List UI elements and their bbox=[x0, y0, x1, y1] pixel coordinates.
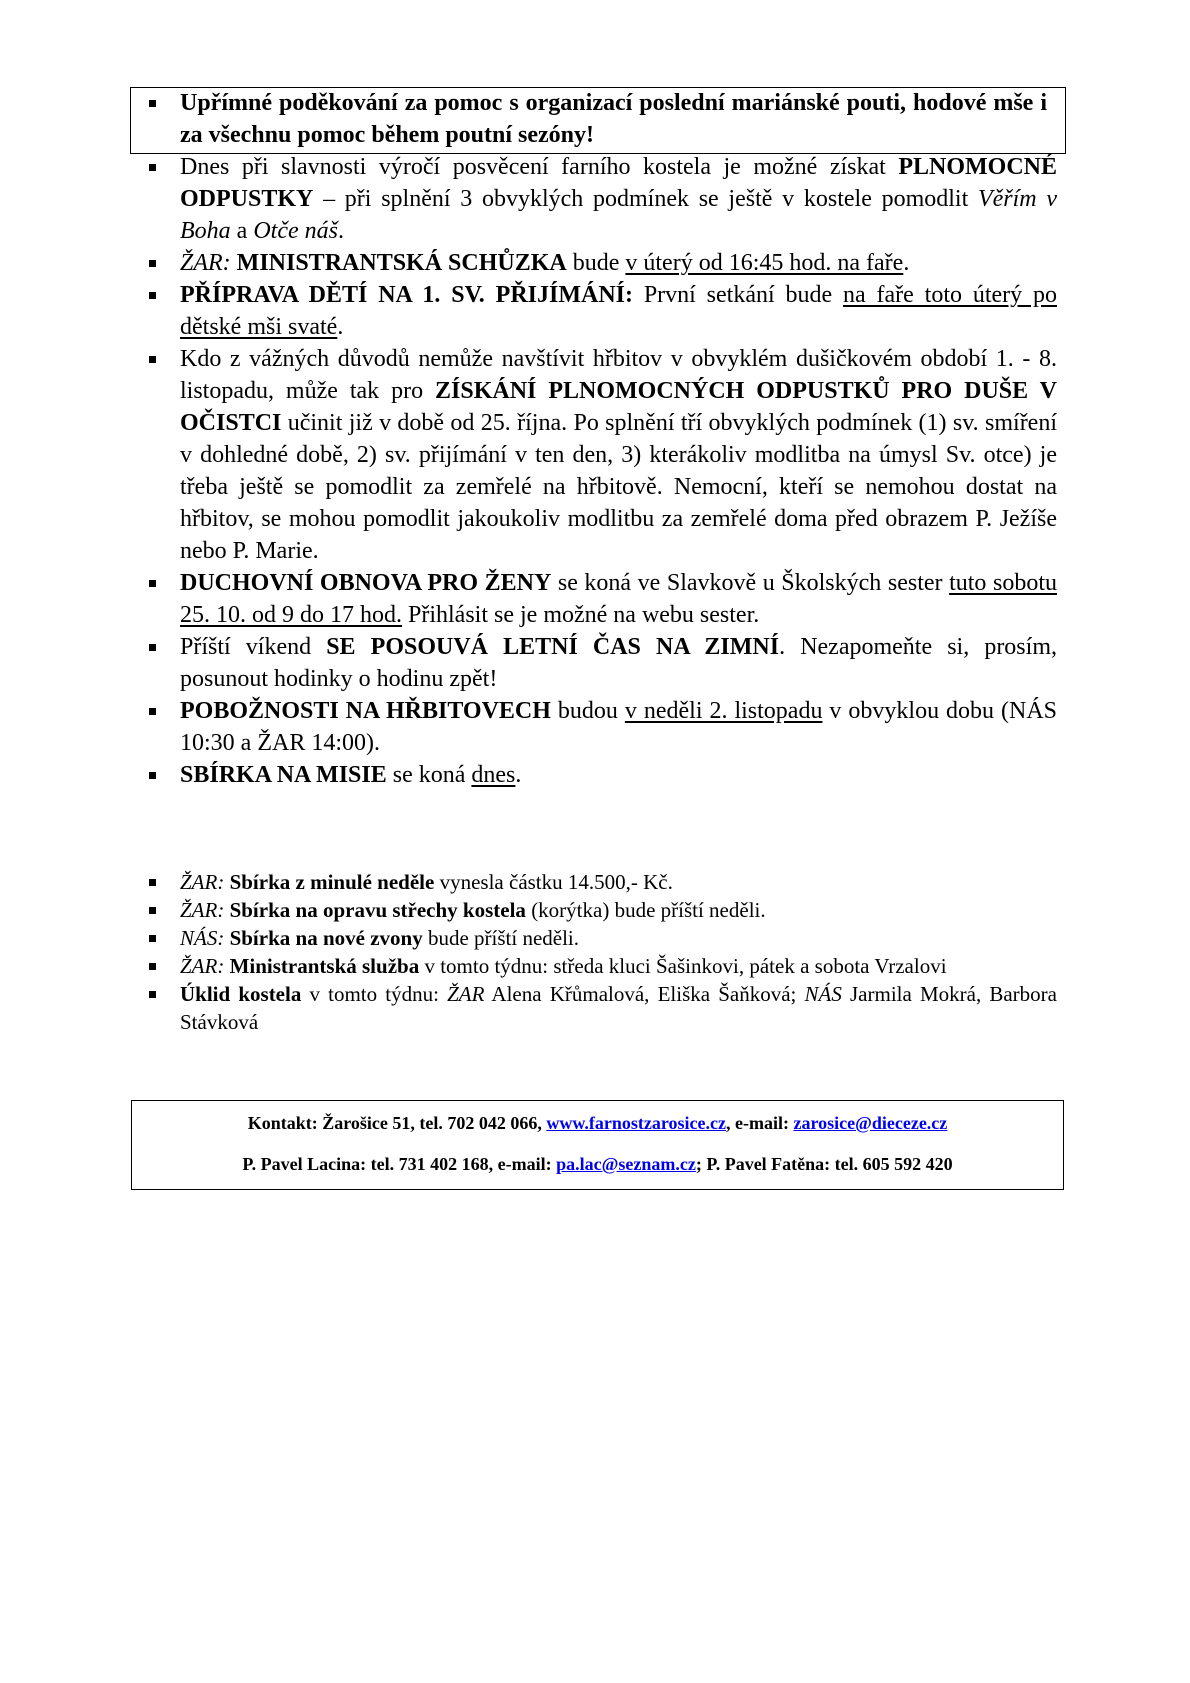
contact-email-label: , e-mail: bbox=[725, 1113, 794, 1133]
contact-address: Kontakt: Žarošice 51, tel. 702 042 066, bbox=[247, 1113, 547, 1133]
text-segment: a bbox=[230, 218, 254, 244]
contact-line-parish bbox=[132, 1113, 1063, 1134]
text-segment: SBÍRKA NA MISIE bbox=[180, 762, 387, 788]
square-bullet-icon bbox=[149, 907, 156, 914]
square-bullet-icon bbox=[149, 580, 156, 587]
announcement-item bbox=[140, 151, 1057, 247]
square-bullet-icon bbox=[149, 708, 156, 715]
announcement-text bbox=[180, 154, 1057, 244]
notice-item bbox=[140, 868, 1057, 896]
text-segment: MINISTRANTSKÁ SCHŮZKA bbox=[236, 250, 567, 276]
text-segment: Dnes při slavnosti výročí posvěcení farního kostela je možné získat bbox=[180, 154, 899, 180]
text-segment: bude bbox=[566, 250, 626, 276]
text-segment: ŽAR: bbox=[180, 250, 231, 276]
text-segment: budou bbox=[550, 698, 625, 724]
notice-text bbox=[180, 954, 947, 978]
square-bullet-icon bbox=[149, 292, 156, 299]
square-bullet-icon bbox=[149, 935, 156, 942]
announcement-item bbox=[140, 567, 1057, 631]
text-segment: Ministrantská služba bbox=[229, 954, 420, 978]
text-segment: Kdo z vážných důvodů nemůže navštívit hřbitov v obvyklém dušičkovém období 1. - 8. listopadu, může tak pro bbox=[180, 346, 1057, 404]
contact-box bbox=[131, 1100, 1064, 1190]
text-segment: ŽAR: bbox=[180, 870, 225, 894]
text-segment: Úklid kostela bbox=[180, 982, 302, 1006]
notice-text bbox=[180, 870, 673, 894]
text-segment: v obvyklou dobu (NÁS 10:30 a ŽAR 14:00). bbox=[180, 698, 1058, 756]
text-segment: . bbox=[515, 762, 522, 788]
text-segment: se koná bbox=[386, 762, 472, 788]
text-segment: ŽAR: bbox=[180, 954, 225, 978]
text-segment: ŽAR: bbox=[180, 898, 225, 922]
announcement-text bbox=[180, 570, 1057, 628]
notices-list bbox=[140, 868, 1057, 1036]
priest-email-link[interactable]: pa.lac@seznam.cz bbox=[556, 1154, 696, 1174]
announcement-text bbox=[180, 634, 1057, 692]
parish-email-link[interactable]: zarosice@dieceze.cz bbox=[793, 1113, 948, 1133]
text-segment: – při splnění 3 obvyklých podmínek se ještě v kostele pomodlit bbox=[313, 186, 978, 212]
text-segment: DUCHOVNÍ OBNOVA PRO ŽENY bbox=[180, 570, 552, 596]
text-segment: Přihlásit se je možné na webu sester. bbox=[402, 602, 760, 628]
announcement-item bbox=[140, 695, 1057, 759]
square-bullet-icon bbox=[149, 963, 156, 970]
text-segment: na faře toto úterý po dětské mši svaté bbox=[180, 282, 1057, 340]
square-bullet-icon bbox=[149, 260, 156, 267]
announcement-text bbox=[180, 250, 909, 276]
text-segment: PŘÍPRAVA DĚTÍ NA 1. SV. PŘIJÍMÁNÍ: bbox=[180, 282, 633, 308]
text-segment: ŽAR bbox=[447, 982, 485, 1006]
notice-item bbox=[140, 980, 1057, 1036]
text-segment: Sbírka na opravu střechy kostela bbox=[229, 898, 526, 922]
announcement-item bbox=[140, 631, 1057, 695]
text-segment: NÁS bbox=[804, 982, 842, 1006]
text-segment: Upřímné poděkování za pomoc s organizací poslední mariánské pouti, hodové mše i za všechnu pomoc během poutní sezóny! bbox=[180, 90, 1047, 148]
contact-line-priests bbox=[132, 1154, 1063, 1175]
text-segment: PLNOMOCNÉ ODPUSTKY bbox=[180, 154, 1057, 212]
text-segment: tuto sobotu 25. 10. od 9 do 17 hod. bbox=[180, 570, 1057, 628]
notice-text bbox=[180, 982, 1057, 1034]
announcement-item bbox=[129, 87, 1057, 151]
text-segment: v úterý od 16:45 hod. na faře bbox=[625, 250, 904, 276]
square-bullet-icon bbox=[149, 879, 156, 886]
text-segment: První setkání bude bbox=[632, 282, 844, 308]
notice-text bbox=[180, 898, 766, 922]
square-bullet-icon bbox=[149, 991, 156, 998]
text-segment: bude příští neděli. bbox=[422, 926, 580, 950]
notice-item bbox=[140, 896, 1057, 924]
announcements-list bbox=[140, 87, 1057, 791]
square-bullet-icon bbox=[149, 164, 156, 171]
text-segment: NÁS: bbox=[180, 926, 225, 950]
website-link[interactable]: www.farnostzarosice.cz bbox=[546, 1113, 726, 1133]
text-segment: . bbox=[337, 314, 344, 340]
priest-lacina-contact: P. Pavel Lacina: tel. 731 402 168, e-mail: bbox=[242, 1154, 557, 1174]
text-segment: (korýtka) bude příští neděli. bbox=[525, 898, 766, 922]
announcement-text bbox=[180, 698, 1057, 756]
text-segment: Otče náš bbox=[253, 218, 338, 244]
text-segment: učinit již v době od 25. října. Po splnění tří obvyklých podmínek (1) sv. smíření v dohledné době, 2) sv. přijímání v ten den, 3) kterákoliv modlitba na úmysl Sv. otce) je třeba ještě se pomodlit za zemřelé na hřbitově. Nemocní, kteří se nemohou dostat na hřbitov, se mohou pomodlit jakoukoliv modlitbu za zemřelé doma před obrazem P. Ježíše nebo P. Marie. bbox=[180, 410, 1057, 564]
announcement-item bbox=[140, 279, 1057, 343]
text-segment: se koná ve Slavkově u Školských sester bbox=[551, 570, 950, 596]
announcement-text bbox=[180, 346, 1057, 564]
text-segment: vynesla částku 14.500,- Kč. bbox=[434, 870, 673, 894]
announcement-text bbox=[180, 282, 1057, 340]
square-bullet-icon bbox=[149, 644, 156, 651]
text-segment: . bbox=[903, 250, 910, 276]
square-bullet-icon bbox=[149, 100, 156, 107]
text-segment: . bbox=[337, 218, 344, 244]
announcement-item bbox=[140, 247, 1057, 279]
text-segment: Věřím v Boha bbox=[180, 186, 1057, 244]
announcement-text bbox=[180, 90, 1047, 148]
text-segment: . Nezapomeňte si, prosím, posunout hodinky o hodinu zpět! bbox=[180, 634, 1057, 692]
notice-text bbox=[180, 926, 579, 950]
text-segment: v tomto týdnu: bbox=[301, 982, 448, 1006]
notice-item bbox=[140, 952, 1057, 980]
text-segment: v tomto týdnu: středa kluci Šašinkovi, pátek a sobota Vrzalovi bbox=[419, 954, 947, 978]
text-segment: Sbírka na nové zvony bbox=[229, 926, 423, 950]
announcement-item bbox=[140, 759, 1057, 791]
text-segment: Příští víkend bbox=[180, 634, 327, 660]
text-segment: Jarmila Mokrá, Barbora Stávková bbox=[180, 982, 1057, 1034]
square-bullet-icon bbox=[149, 356, 156, 363]
text-segment: POBOŽNOSTI NA HŘBITOVECH bbox=[180, 698, 551, 724]
text-segment: Sbírka z minulé neděle bbox=[229, 870, 435, 894]
text-segment: dnes bbox=[471, 762, 516, 788]
notice-item bbox=[140, 924, 1057, 952]
priest-fatena-contact: ; P. Pavel Fatěna: tel. 605 592 420 bbox=[695, 1154, 953, 1174]
text-segment: Alena Křůmalová, Eliška Šaňková; bbox=[484, 982, 805, 1006]
square-bullet-icon bbox=[149, 772, 156, 779]
announcement-text bbox=[180, 762, 521, 788]
text-segment: SE POSOUVÁ LETNÍ ČAS NA ZIMNÍ bbox=[326, 634, 780, 660]
text-segment: ZÍSKÁNÍ PLNOMOCNÝCH ODPUSTKŮ PRO DUŠE V OČISTCI bbox=[180, 378, 1057, 436]
text-segment: v neděli 2. listopadu bbox=[624, 698, 823, 724]
announcement-item bbox=[140, 343, 1057, 567]
